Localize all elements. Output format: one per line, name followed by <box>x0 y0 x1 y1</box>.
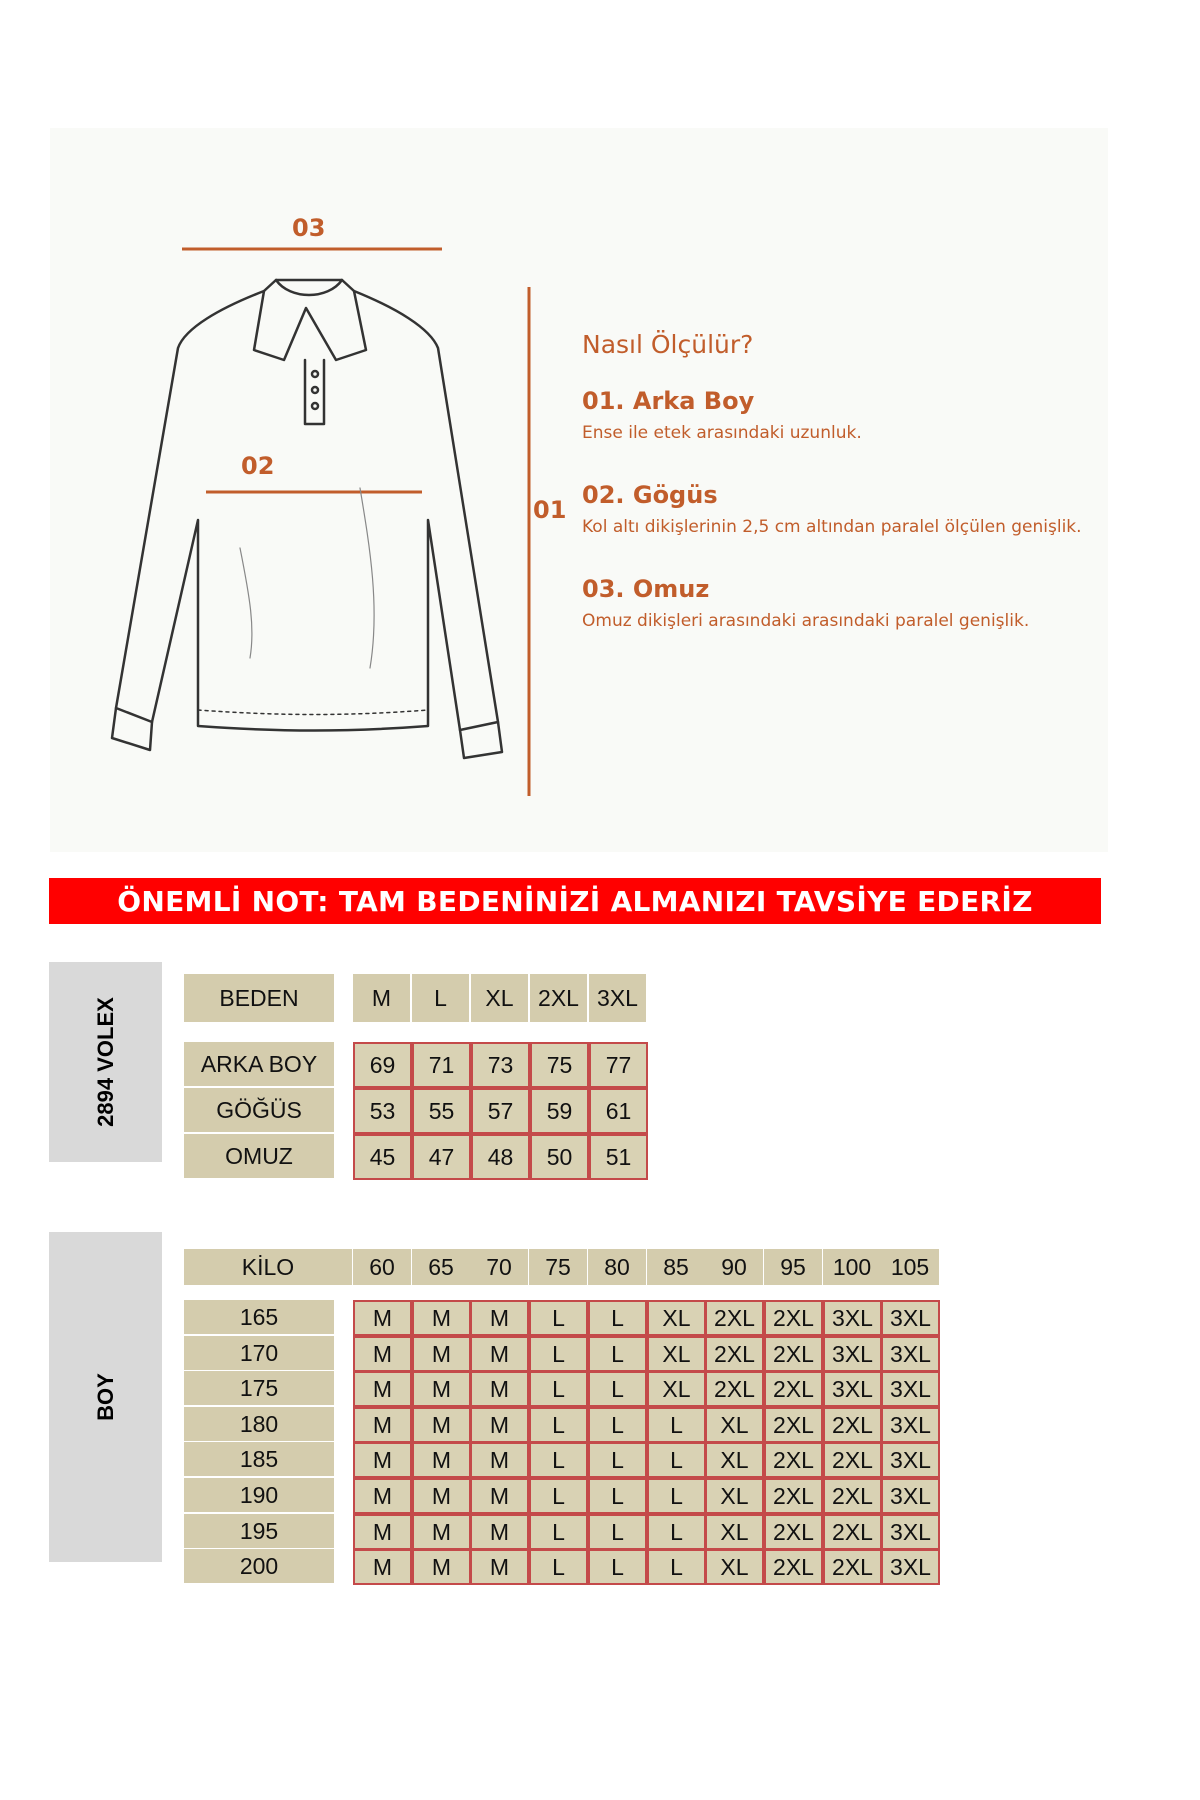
size-value-cell: 59 <box>530 1088 589 1134</box>
fit-size-cell: 2XL <box>823 1407 882 1443</box>
size-value-cell: 50 <box>530 1134 589 1180</box>
size-row-label: GÖĞÜS <box>184 1088 334 1132</box>
height-row-label: 180 <box>184 1407 334 1441</box>
fit-size-cell: XL <box>647 1300 706 1336</box>
fit-size-cell: 2XL <box>823 1514 882 1550</box>
fit-size-cell: 2XL <box>705 1336 764 1372</box>
fit-size-cell: 2XL <box>705 1371 764 1407</box>
fit-size-cell: M <box>470 1407 529 1443</box>
size-header-cell: M <box>353 974 410 1022</box>
size-value-cell: 57 <box>471 1088 530 1134</box>
weight-header-cell: 105 <box>881 1249 939 1285</box>
size-table-header-label: BEDEN <box>184 974 334 1022</box>
fit-size-cell: M <box>470 1300 529 1336</box>
howto-item-arka-boy <box>582 387 1102 443</box>
fit-size-cell: M <box>412 1407 471 1443</box>
size-value-cell: 75 <box>530 1042 589 1088</box>
fit-size-cell: 2XL <box>705 1300 764 1336</box>
fit-size-cell: L <box>647 1478 706 1514</box>
fit-size-cell: L <box>529 1371 588 1407</box>
fit-size-cell: 2XL <box>764 1442 823 1478</box>
height-row-label: 190 <box>184 1478 334 1512</box>
fit-size-cell: M <box>353 1514 412 1550</box>
fit-size-cell: 2XL <box>764 1514 823 1550</box>
height-row-label: 170 <box>184 1336 334 1370</box>
fit-size-cell: 2XL <box>823 1549 882 1585</box>
fit-size-cell: M <box>353 1442 412 1478</box>
fit-size-cell: M <box>470 1371 529 1407</box>
fit-table-header-label: KİLO <box>184 1249 352 1285</box>
size-row-label: ARKA BOY <box>184 1042 334 1086</box>
fit-size-cell: XL <box>705 1442 764 1478</box>
fit-size-cell: L <box>529 1478 588 1514</box>
height-row-label: 185 <box>184 1442 334 1476</box>
fit-size-cell: M <box>353 1300 412 1336</box>
fit-size-cell: XL <box>647 1336 706 1372</box>
fit-size-cell: L <box>529 1549 588 1585</box>
fit-size-cell: 3XL <box>881 1407 940 1443</box>
howto-item-title: 02. Gögüs <box>582 481 718 509</box>
fit-size-cell: L <box>588 1442 647 1478</box>
fit-size-cell: M <box>353 1478 412 1514</box>
fit-size-cell: XL <box>647 1371 706 1407</box>
fit-size-cell: M <box>353 1336 412 1372</box>
howto-item-omuz <box>582 575 1102 631</box>
fit-size-cell: M <box>412 1300 471 1336</box>
fit-size-cell: 2XL <box>764 1549 823 1585</box>
fit-size-cell: M <box>412 1549 471 1585</box>
size-value-cell: 73 <box>471 1042 530 1088</box>
height-row-label: 200 <box>184 1549 334 1583</box>
fit-size-cell: M <box>470 1336 529 1372</box>
weight-header-cell: 75 <box>529 1249 587 1285</box>
size-value-cell: 47 <box>412 1134 471 1180</box>
fit-size-cell: 3XL <box>823 1300 882 1336</box>
howto-item-gogus <box>582 481 1102 537</box>
fit-size-cell: M <box>412 1514 471 1550</box>
size-value-cell: 69 <box>353 1042 412 1088</box>
weight-header-cell: 60 <box>353 1249 411 1285</box>
weight-header-cell: 65 <box>412 1249 470 1285</box>
fit-table-side-label <box>49 1232 162 1562</box>
fit-size-cell: L <box>647 1514 706 1550</box>
size-header-cell: L <box>412 974 469 1022</box>
fit-size-cell: M <box>412 1336 471 1372</box>
fit-size-cell: 3XL <box>823 1371 882 1407</box>
size-header-cell: XL <box>471 974 528 1022</box>
fit-size-cell: L <box>647 1442 706 1478</box>
size-header-cell: 3XL <box>589 974 646 1022</box>
fit-size-cell: 3XL <box>881 1371 940 1407</box>
weight-header-cell: 80 <box>588 1249 646 1285</box>
fit-size-cell: L <box>588 1300 647 1336</box>
fit-size-cell: 3XL <box>881 1478 940 1514</box>
fit-size-cell: 3XL <box>881 1300 940 1336</box>
fit-size-cell: 2XL <box>764 1478 823 1514</box>
weight-header-cell: 70 <box>470 1249 528 1285</box>
fit-size-cell: M <box>470 1549 529 1585</box>
fit-size-cell: XL <box>705 1514 764 1550</box>
size-value-cell: 77 <box>589 1042 648 1088</box>
howto-item-desc: Kol altı dikişlerinin 2,5 cm altından paralel ölçülen genişlik. <box>582 517 1082 537</box>
fit-size-cell: L <box>588 1407 647 1443</box>
height-row-label: 175 <box>184 1371 334 1405</box>
fit-size-cell: 3XL <box>881 1549 940 1585</box>
weight-header-cell: 90 <box>705 1249 763 1285</box>
fit-size-cell: L <box>647 1407 706 1443</box>
fit-size-cell: XL <box>705 1478 764 1514</box>
howto-item-title: 01. Arka Boy <box>582 387 755 415</box>
fit-size-cell: M <box>412 1442 471 1478</box>
howto-item-title: 03. Omuz <box>582 575 710 603</box>
measure-label-02: 02 <box>241 452 275 480</box>
fit-size-cell: L <box>588 1514 647 1550</box>
size-value-cell: 51 <box>589 1134 648 1180</box>
weight-header-cell: 95 <box>764 1249 822 1285</box>
fit-size-cell: 3XL <box>881 1336 940 1372</box>
weight-header-cell: 100 <box>823 1249 881 1285</box>
size-value-cell: 55 <box>412 1088 471 1134</box>
fit-size-cell: 3XL <box>881 1514 940 1550</box>
fit-size-cell: L <box>529 1336 588 1372</box>
height-row-label: 195 <box>184 1514 334 1548</box>
fit-size-cell: 2XL <box>823 1442 882 1478</box>
fit-size-cell: 2XL <box>764 1407 823 1443</box>
fit-size-cell: L <box>529 1407 588 1443</box>
fit-size-cell: 2XL <box>764 1371 823 1407</box>
size-row-label: OMUZ <box>184 1134 334 1178</box>
fit-size-cell: M <box>470 1478 529 1514</box>
fit-size-cell: 2XL <box>764 1336 823 1372</box>
fit-size-cell: 3XL <box>881 1442 940 1478</box>
fit-size-cell: L <box>588 1478 647 1514</box>
fit-size-cell: M <box>470 1442 529 1478</box>
howto-item-desc: Omuz dikişleri arasındaki arasındaki paralel genişlik. <box>582 611 1030 631</box>
weight-header-cell: 85 <box>647 1249 705 1285</box>
size-value-cell: 48 <box>471 1134 530 1180</box>
measure-label-01: 01 <box>533 496 567 524</box>
fit-size-cell: L <box>529 1300 588 1336</box>
size-value-cell: 53 <box>353 1088 412 1134</box>
height-axis-label: BOY <box>92 1373 118 1421</box>
size-header-cell: 2XL <box>530 974 587 1022</box>
size-value-cell: 45 <box>353 1134 412 1180</box>
fit-size-cell: L <box>529 1514 588 1550</box>
fit-size-cell: L <box>647 1549 706 1585</box>
size-value-cell: 71 <box>412 1042 471 1088</box>
fit-size-cell: M <box>412 1371 471 1407</box>
fit-size-cell: M <box>470 1514 529 1550</box>
fit-size-cell: M <box>353 1407 412 1443</box>
fit-size-cell: L <box>588 1549 647 1585</box>
fit-size-cell: M <box>412 1478 471 1514</box>
how-to-measure <box>582 330 1102 669</box>
fit-size-cell: XL <box>705 1549 764 1585</box>
fit-size-cell: L <box>588 1371 647 1407</box>
model-code-label: 2894 VOLEX <box>92 997 118 1127</box>
measure-label-03: 03 <box>292 214 326 242</box>
size-table-side-label <box>49 962 162 1162</box>
fit-size-cell: L <box>588 1336 647 1372</box>
how-to-measure-title: Nasıl Ölçülür? <box>582 330 754 359</box>
fit-size-cell: M <box>353 1549 412 1585</box>
fit-size-cell: L <box>529 1442 588 1478</box>
fit-size-cell: XL <box>705 1407 764 1443</box>
fit-size-cell: 2XL <box>823 1478 882 1514</box>
height-row-label: 165 <box>184 1300 334 1334</box>
fit-size-cell: M <box>353 1371 412 1407</box>
fit-size-cell: 2XL <box>764 1300 823 1336</box>
howto-item-desc: Ense ile etek arasındaki uzunluk. <box>582 423 862 443</box>
size-value-cell: 61 <box>589 1088 648 1134</box>
fit-size-cell: 3XL <box>823 1336 882 1372</box>
important-note-banner: ÖNEMLİ NOT: TAM BEDENİNİZİ ALMANIZI TAVSİYE EDERİZ <box>49 878 1101 924</box>
